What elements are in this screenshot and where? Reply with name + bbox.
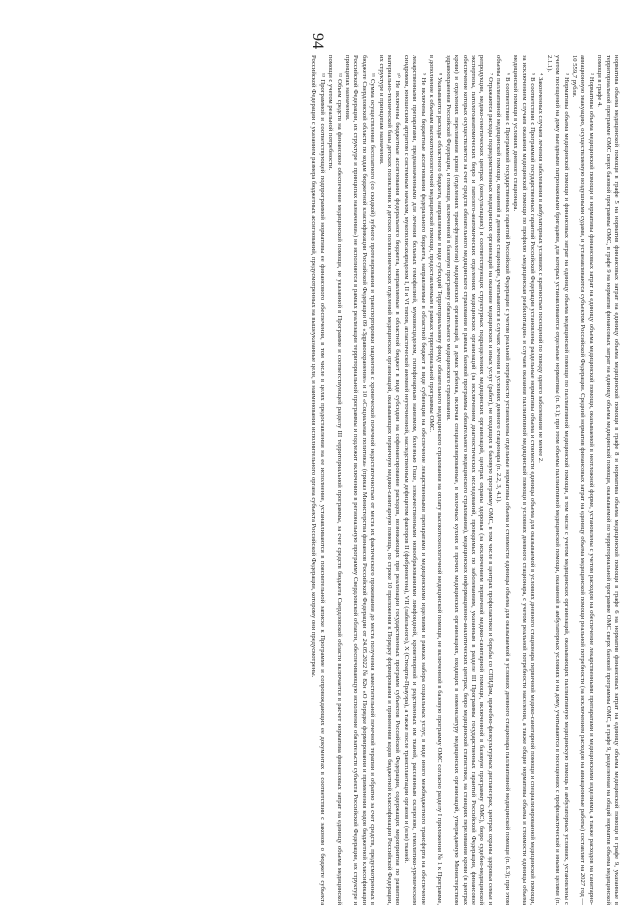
footnote-paragraph: ⁹ Не включены бюджетные ассигнования федерального бюджета, направляемые в областной бюджет в виде субвенции на обеспечение лекарственными препаратами и медицинскими изделиями в рамках набора социальных услуг, в виде иного межбюджетного трансферта на обеспечение лекарственными препаратами, предназначенными для лечения больных гемофилией, муковисцидозом, гипофизарным нанизмом, болезнью Гоше, злокачественными новообразованиями лимфоидной, кроветворной и родственных им тканей, рассеянным склерозом, гемолитико-уремическим синдромом, юношеским артритом с системным началом, мукополисахаридозом I, II и VI типов, апластической анемией неуточненной, наследственным дефицитом факторов II (фибриногена), VII (лабильного), X (Стюарта-Прауэра), а также после трансплантации органов и (или) тканей. xyxy=(402,55,427,905)
footnote-paragraph: ⁷ Отражаются расходы подведомственных медицинских организаций на оказание медицинских и иных услуг (работ), не входящих в базовую программу ОМС, в том числе в центрах профилактики и борьбы со СПИДом, врачебно-физкультурных диспансерах, центрах охраны здоровья семьи и репродукции, медико-генетических центрах (консультациях) и соответствующих структурных подразделениях медицинских организаций, центрах охраны здоровья (за исключением первичной медико-санитарной помощи, включенной в базовую программу ОМС), бюро судебно-медицинской экспертизы, патологоанатомических бюро и патолого-анатомических отделениях медицинских организаций (за исключением диагностических исследований, проводимых по заболеваниям, указанным в разделе III Программы государственных гарантий Российской Федерации, финансовое обеспечение которых осуществляется за счет средств обязательного медицинского страхования в рамках базовой программы обязательного медицинского страхования), медицинских информационно-аналитических центрах, бюро медицинской статистики, на станциях переливания крови (в центрах крови) и отделениях переливания крови (отделениях трансфузиологии) медицинских организаций, в домах ребенка, включая специализированные, в молочных кухнях и прочих медицинских организациях, входящих в номенклатуру медицинских организаций, утверждаемую Министерством здравоохранения Российской Федерации, и помощи, включенной в базовую программу обязательного медицинского страхования. xyxy=(444,55,494,905)
footnote-paragraph: ¹³ Программой и соответствующей подпрограммой нормативы ее финансового обеспечения, в том числе в целях предоставления на ее исполнение, устанавливаются в пояснительной записке к Программе и сопровождающих ее документах в соответствии с законом о бюджете субъекта Российской Федерации с указанием размера бюджетных ассигнований, предусмотренных на вышеуказанные цели, и наименования исполнительного органа субъекта Российской Федерации, которому они предусмотрены. xyxy=(310,55,326,905)
footnote-paragraph: ² Нормативы объема медицинской помощи и нормативы финансовых затрат на единицу объема медицинской помощи, оказываемой в неотложной форме, установлены с учетом расходов на обеспечение лекарственными препаратами и медицинскими изделиями, а также расходов на санитарно-авиационную эвакуацию, осуществляемую воздушными судами, и устанавливаются субъектом Российской Федерации. Средний норматив финансовых затрат на единицу объема медицинской помощи реальной потребности (за исключением расходов на авиационные работы) составляет на 2027 год — 10 559,7 рубля. xyxy=(570,55,595,905)
page-number: 94 xyxy=(309,33,326,49)
footnote-paragraph: ¹² Объем средств на финансовое обеспечение медицинской помощи, не указанной в Программе и соответствующей разделу III территориальной программы, за счет средств бюджета Свердловской области включается в расчет норматива финансовых затрат на единицу объема медицинской помощи с учетом реальной потребности. xyxy=(327,55,343,905)
footnote-paragraph: ⁶ В соответствии с Программой государственных гарантий Российской Федерации с учетом реальной потребности установлены отдельные нормативы объема и стоимости единицы объема для оказываемой в условиях дневного стационара паллиативной медицинской помощи (п. 6.3); при этом объемы паллиативной медицинской помощи, оказанной в дневном стационаре, учитываются в случаях лечения в условиях дневного стационара (п. 2.2, 3, 4.1). xyxy=(495,55,511,905)
footnote-paragraph: ⁵ В соответствии с Программой государственных гарантий Российской Федерации установлены раздельные нормативы объема и стоимости единицы объема для оказываемой в условиях дневного стационара первичной медико-санитарной помощи и специализированной медицинской помощи, за исключением случаев оказания медицинской помощи по профилю «медицинская реабилитация» и случаев оказания паллиативной медицинской помощи в условиях дневного стационара, с учетом реальной потребности населения, а также общие нормативы объема и стоимости единицы объема медицинской помощи в условиях дневного стационара. xyxy=(512,55,536,905)
footnote-paragraph: ⁸ Указываются расходы областного бюджета, направляемые в виде субсидий Территориальному фонду обязательного медицинского страхования на оплату высокотехнологичной медицинской помощи, не включенной в базовую программу ОМС согласно разделу I приложения № 1 к Программе, в дополнение к объемам высокотехнологичной медицинской помощи, предоставляемым в рамках территориальной программы ОМС. xyxy=(428,55,444,905)
footnote-paragraph: ⁴ Законченных случаев лечения заболевания в амбулаторных условиях с кратностью посещений по поводу одного заболевания не менее 2. xyxy=(537,73,545,463)
footnote-paragraph: ¹¹ Сумма осуществления бесплатного (со скидкой) зубного протезирования и транспортировки пациентов с хронической почечной недостаточностью от места их фактического проживания до места получения заместительной почечной терапии и обратно за счет средств, предусмотренных в бюджете Свердловской области по кодам бюджетной классификации Российской Федерации 09 «Здравоохранение» и 10 «Социальная политика» (приказ Министерства финансов Российской Федерации от 24.05.2022 № 82н «О Порядке формирования и применения кодов бюджетной классификации Российской Федерации, их структуре и принципах назначения») не исполняется в рамках реализации территориальной программы и подлежит включению в региональную программу Свердловской области, обеспечивающую исполнение обязательств субъекта Российской Федерации, их структуре и принципах назначения. xyxy=(344,55,377,905)
footnote-paragraph: норматива объема медицинской помощи в графе 5 на норматив финансовых затрат на единицу объема медицинской помощи в графе 8 и норматива объема медицинской помощи в графе 6 на норматив финансовых затрат на единицу объема медицинской помощи в графе 9, указанные в территориальной программе ОМС сверх базовой программы ОМС, в графе 9 на норматив финансовых затрат на единицу объема медицинской помощи, оказываемой по территориальной программе ОМС сверх базовой программы ОМС, в графе 9, разделенная на общий норматив объема медицинской помощи в графе 4. xyxy=(596,55,620,905)
footnote-paragraph: ³ Нормативы объема медицинской помощи и финансовых затрат на единицу объема медицинской помощи по паллиативной медицинской помощи, в том числе с учетом медицинских организаций, оказывающих паллиативную медицинскую помощь в амбулаторных условиях, установлены с учетом посещений на дому выездными патронажными бригадами, для которых устанавливаются отдельные нормативы (п. 6.1); при этом объемы паллиативной медицинской помощи, оказанной в амбулаторных условиях и на дому, учитываются в посещениях с профилактической и иными целями (п. 2.1.1). xyxy=(545,55,570,905)
footnotes-block xyxy=(30,55,620,905)
footnote-paragraph: ¹⁰ Не включены бюджетные ассигнования федерального бюджета, направляемые в областной бюджет в виде субсидии на софинансирование расходов, возникающих при реализации государственных программ субъектов Российской Федерации, содержащих мероприятия по развитию материально-технической базы детских поликлиник и детских поликлинических отделений медицинских организаций, оказывающих первичную медико-санитарную помощь, по строке 10 приложения к Порядку формирования и применения кодов бюджетной классификации Российской Федерации, их структуре и принципам назначения. xyxy=(377,55,402,905)
